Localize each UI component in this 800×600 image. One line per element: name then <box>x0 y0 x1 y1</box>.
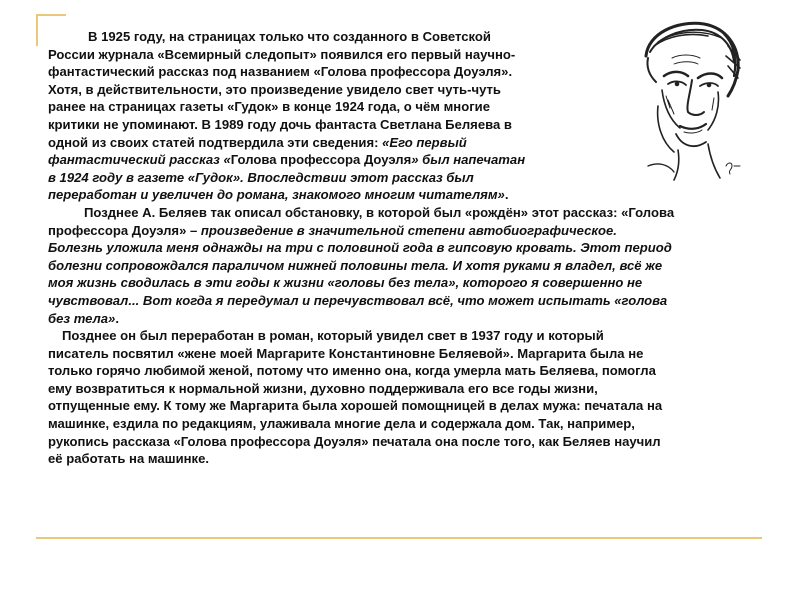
text-line <box>48 81 674 99</box>
text-run: ранее на страницах газеты «Гудок» в конце 1924 года, о чём многие <box>48 99 490 115</box>
text-line <box>48 257 674 275</box>
text-line <box>48 310 674 328</box>
text-line <box>48 292 674 310</box>
text-line <box>48 222 674 240</box>
text-run: одной из своих статей подтвердила эти сведения: <box>48 134 383 150</box>
text-run: В 1925 году, на страницах только что созданного в Советской <box>88 29 491 44</box>
text-run: Позднее он был переработан в роман, который увидел свет в 1937 году и который <box>62 328 604 344</box>
text-line <box>48 46 674 64</box>
text-line <box>48 415 674 433</box>
article-text <box>48 28 674 468</box>
italic-text-run: моя жизнь сводилась в эти годы к жизни «головы без тела», которого я совершенно не <box>48 275 643 291</box>
text-line <box>48 151 674 169</box>
text-line <box>48 28 674 46</box>
text-line <box>48 362 674 380</box>
italic-text-run: чувствовал... Вот когда я передумал и перечувствовал всё, что может испытать «голова <box>48 292 668 308</box>
text-run: России журнала «Всемирный следопыт» появился его первый научно- <box>48 46 516 62</box>
text-line <box>48 98 674 116</box>
decorative-rule-vertical <box>36 14 38 46</box>
text-line <box>48 186 674 204</box>
text-run: . <box>504 187 509 203</box>
text-run: профессора Доуэля» – <box>48 222 201 238</box>
decorative-rule-top <box>36 14 66 16</box>
text-run: фантастический рассказ под названием «Голова профессора Доуэля». <box>48 64 513 80</box>
text-line <box>48 169 674 187</box>
text-run: её работать на машинке. <box>48 451 210 467</box>
italic-text-run: » был напечатан <box>411 152 526 168</box>
italic-text-run: болезни сопровождался параличом нижней половины тела. И хотя руками я владел, всё же <box>48 257 663 273</box>
text-line <box>48 116 674 134</box>
text-line <box>48 63 674 81</box>
text-run: писатель посвятил «жене моей Маргарите Константиновне Беляевой». Маргарита была не <box>48 345 644 361</box>
text-run: только горячо любимой женой, потому что именно она, когда умерла мать Беляева, помогла <box>48 363 656 379</box>
text-run: Позднее А. Беляев так описал обстановку, в которой был «рождён» этот рассказ: «Голова <box>84 204 675 220</box>
text-run: машинке, ездила по редакциям, улаживала многие дела и содержала дом. Так, например, <box>48 416 635 432</box>
italic-text-run: фантастический рассказ « <box>48 152 231 168</box>
italic-text-run: произведение в значительной степени автобиографическое. <box>200 222 617 238</box>
text-run: ему возвратиться к нормальной жизни, духовно поддерживала его все годы жизни, <box>48 380 598 396</box>
italic-text-run: без тела» <box>48 310 116 326</box>
text-line <box>48 327 674 345</box>
text-line <box>48 274 674 292</box>
paragraph-intro <box>48 28 674 204</box>
text-run: Хотя, в действительности, это произведение увидело свет чуть-чуть <box>48 81 501 97</box>
text-run: отпущенные ему. К тому же Маргарита была хорошей помощницей в делах мужа: печатала на <box>48 398 663 414</box>
italic-text-run: переработан и увеличен до романа, знакомого многим читателям» <box>48 187 505 203</box>
italic-text-run: в 1924 году в газете «Гудок». Впоследствии этот рассказ был <box>48 169 474 185</box>
text-run: критики не упоминают. В 1989 году дочь фантаста Светлана Беляева в <box>48 116 512 132</box>
italic-text-run: «Его первый <box>382 134 467 150</box>
text-run: Голова профессора Доуэля <box>230 152 412 168</box>
text-run: . <box>115 310 119 326</box>
paragraph-quote <box>48 204 674 327</box>
text-line <box>48 204 674 222</box>
text-line <box>48 450 674 468</box>
text-line <box>48 433 674 451</box>
text-run: рукопись рассказа «Голова профессора Доуэля» печатала она после того, как Беляев научил <box>48 433 661 449</box>
text-line <box>48 380 674 398</box>
text-line <box>48 345 674 363</box>
text-line <box>48 239 674 257</box>
text-line <box>48 134 674 152</box>
text-line <box>48 397 674 415</box>
italic-text-run: Болезнь уложила меня однажды на три с половиной года в гипсовую кровать. Этот период <box>48 240 672 256</box>
decorative-rule-bottom <box>36 537 762 539</box>
paragraph-novel <box>48 327 674 468</box>
